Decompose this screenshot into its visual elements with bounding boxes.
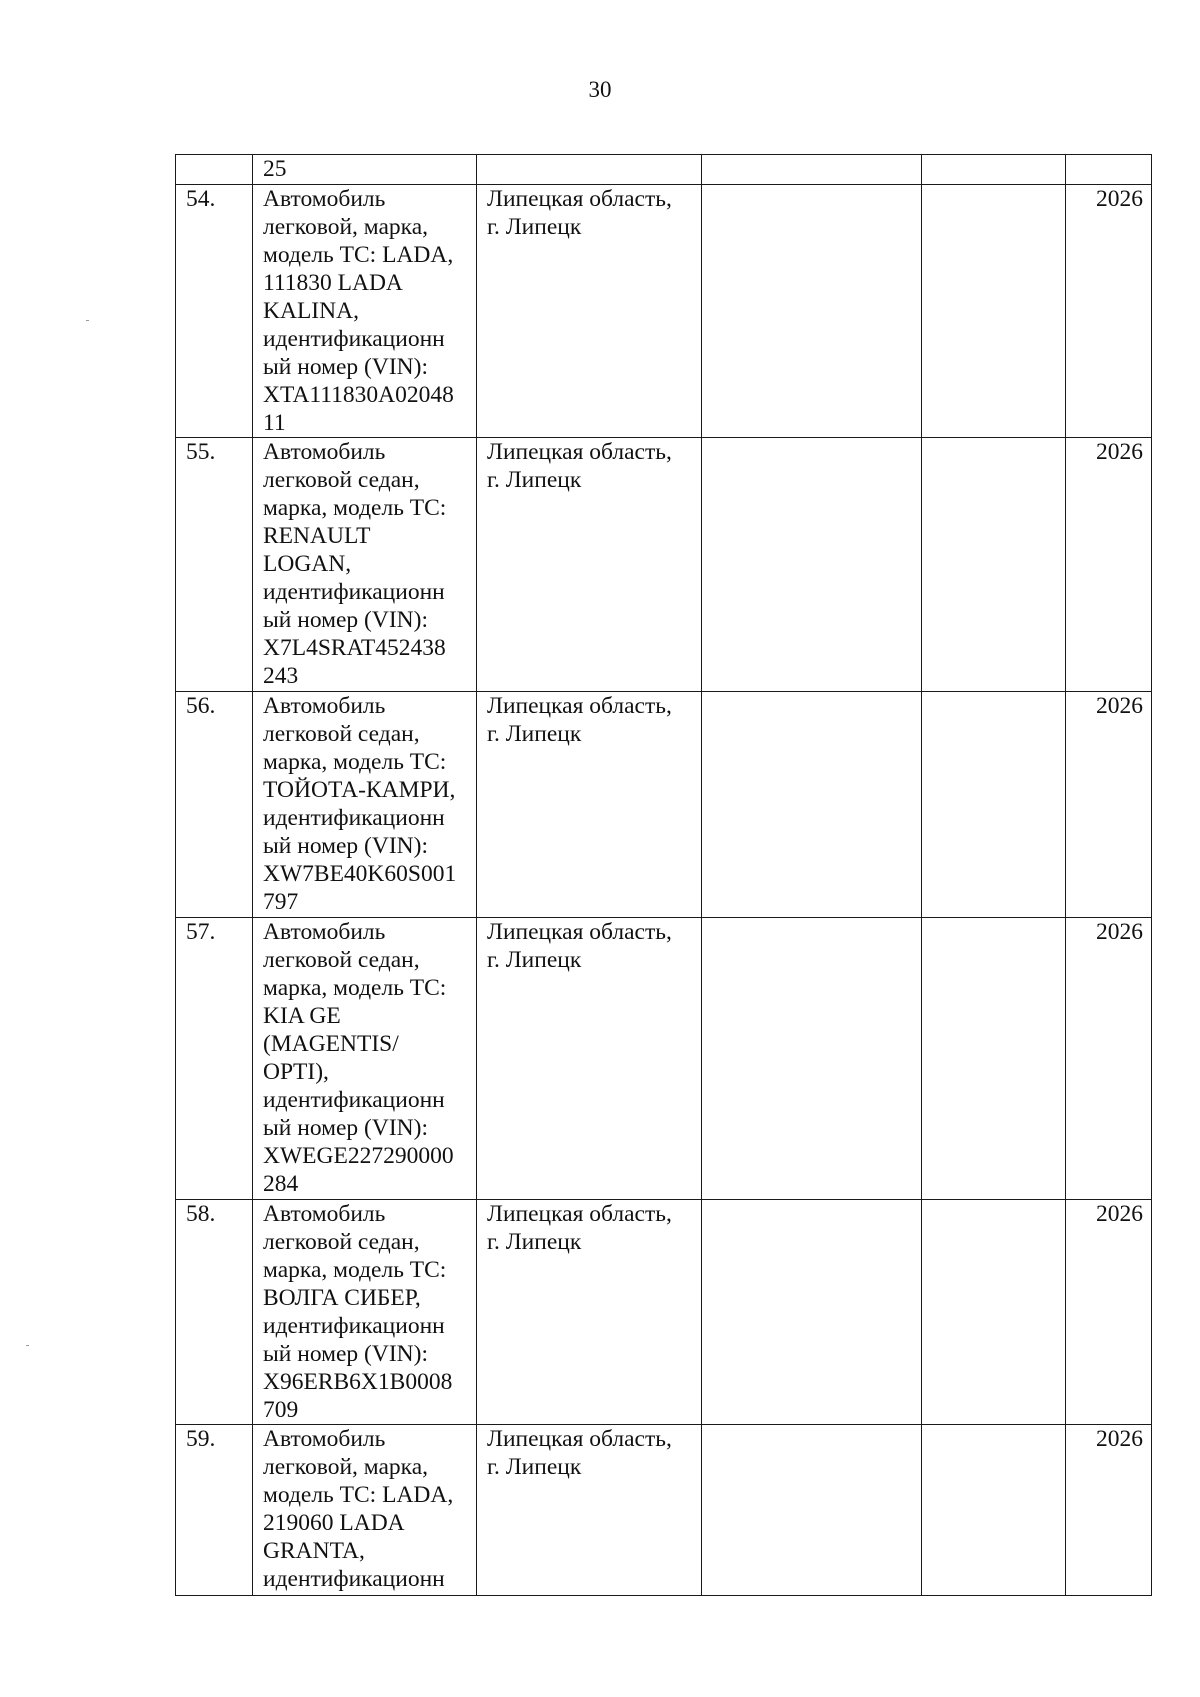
- empty-cell-4: [702, 1425, 922, 1596]
- description-cell: Автомобиль легковой, марка, модель ТС: LADA, 219060 LADA GRANTA, идентификационн: [253, 1425, 477, 1596]
- empty-cell-5: [922, 692, 1066, 918]
- description-cell: Автомобиль легковой седан, марка, модель ТС: KIA GE (MAGENTIS/ OPTI), идентификационн ый номер (VIN): XWEGE227290000 284: [253, 918, 477, 1200]
- empty-cell-5: [922, 918, 1066, 1200]
- table-row: [176, 185, 1152, 438]
- empty-cell-5: [922, 438, 1066, 692]
- empty-cell-4: [702, 692, 922, 918]
- table-row: [176, 692, 1152, 918]
- year-cell: 2026: [1066, 918, 1152, 1200]
- scan-artifact: [86, 320, 89, 321]
- empty-cell-4: [702, 438, 922, 692]
- empty-cell-5: [922, 155, 1066, 185]
- location-cell: Липецкая область, г. Липецк: [477, 185, 702, 438]
- empty-cell-4: [702, 918, 922, 1200]
- year-cell: 2026: [1066, 692, 1152, 918]
- description-cell: Автомобиль легковой, марка, модель ТС: LADA, 111830 LADA KALINA, идентификационн ый номер (VIN): XTA111830A02048 11: [253, 185, 477, 438]
- empty-cell-4: [702, 185, 922, 438]
- empty-cell-4: [702, 155, 922, 185]
- row-number-cell: 58.: [176, 1200, 253, 1425]
- row-number-cell: 59.: [176, 1425, 253, 1596]
- row-number-cell: 55.: [176, 438, 253, 692]
- table-row: [176, 1425, 1152, 1596]
- year-cell: [1066, 155, 1152, 185]
- year-cell: 2026: [1066, 185, 1152, 438]
- row-number-cell: 56.: [176, 692, 253, 918]
- description-cell: 25: [253, 155, 477, 185]
- empty-cell-5: [922, 1200, 1066, 1425]
- vehicle-table: [175, 154, 1152, 1596]
- page-number: 30: [588, 77, 612, 102]
- table-row: [176, 1200, 1152, 1425]
- empty-cell-5: [922, 185, 1066, 438]
- empty-cell-5: [922, 1425, 1066, 1596]
- row-number-cell: 57.: [176, 918, 253, 1200]
- table-row: [176, 918, 1152, 1200]
- location-cell: Липецкая область, г. Липецк: [477, 692, 702, 918]
- location-cell: Липецкая область, г. Липецк: [477, 918, 702, 1200]
- year-cell: 2026: [1066, 1200, 1152, 1425]
- table-row: [176, 438, 1152, 692]
- scan-artifact: [26, 1345, 29, 1346]
- row-number-cell: [176, 155, 253, 185]
- year-cell: 2026: [1066, 1425, 1152, 1596]
- description-cell: Автомобиль легковой седан, марка, модель ТС: RENAULT LOGAN, идентификационн ый номер (VIN): X7L4SRAT452438 243: [253, 438, 477, 692]
- location-cell: Липецкая область, г. Липецк: [477, 438, 702, 692]
- location-cell: Липецкая область, г. Липецк: [477, 1200, 702, 1425]
- year-cell: 2026: [1066, 438, 1152, 692]
- description-cell: Автомобиль легковой седан, марка, модель ТС: ВОЛГА СИБЕР, идентификационн ый номер (VIN): X96ERB6X1B0008 709: [253, 1200, 477, 1425]
- description-cell: Автомобиль легковой седан, марка, модель ТС: ТОЙОТА-КАМРИ, идентификационн ый номер (VIN): XW7BE40K60S001 797: [253, 692, 477, 918]
- location-cell: Липецкая область, г. Липецк: [477, 1425, 702, 1596]
- empty-cell-4: [702, 1200, 922, 1425]
- table-row-continuation: [176, 155, 1152, 185]
- location-cell: [477, 155, 702, 185]
- row-number-cell: 54.: [176, 185, 253, 438]
